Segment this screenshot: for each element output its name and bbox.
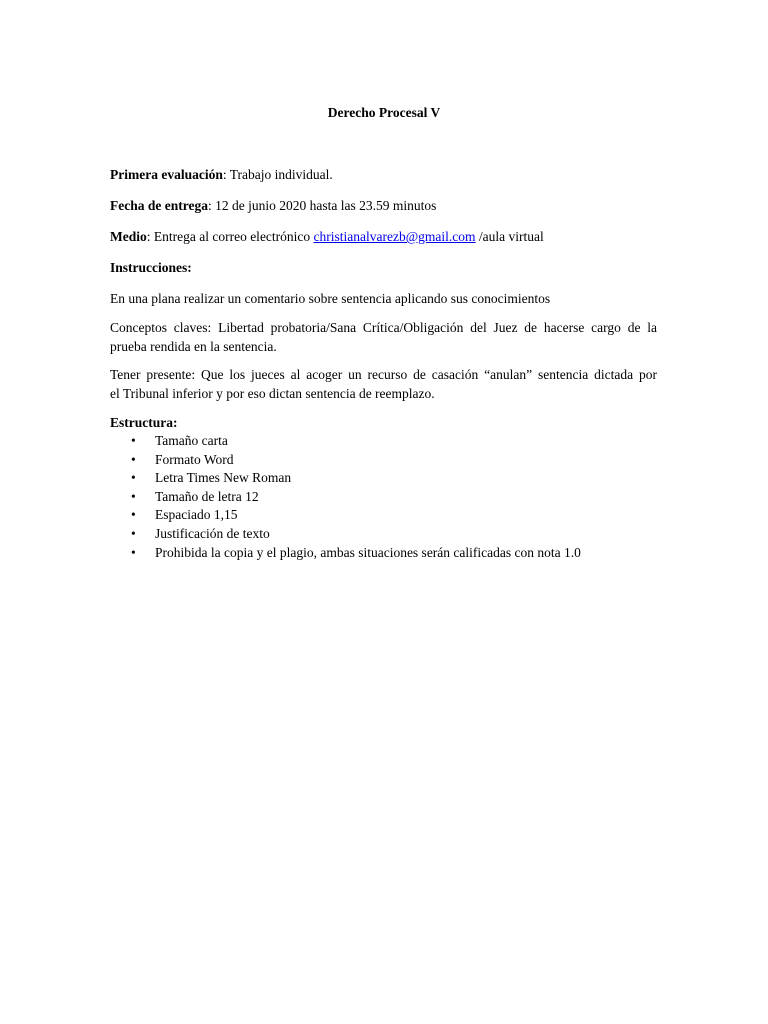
medio-text: : Entrega al correo electrónico bbox=[146, 229, 314, 244]
bullet-icon: • bbox=[131, 488, 136, 504]
paragraph-tener-line-2: el Tribunal inferior y por eso dictan sentencia de reemplazo. bbox=[110, 386, 435, 401]
list-item: • Tamaño carta bbox=[110, 432, 581, 451]
paragraph-conceptos bbox=[110, 318, 657, 356]
bullet-icon: • bbox=[131, 525, 136, 541]
email-link[interactable]: christianalvarezb@gmail.com bbox=[313, 229, 476, 244]
document-title: Derecho Procesal V bbox=[327, 105, 441, 120]
bullet-icon: • bbox=[131, 433, 136, 448]
paragraph-conceptos-line-1: Conceptos claves: Libertad probatoria/Sana Crítica/Obligación del Juez de hacerse cargo de la bbox=[110, 320, 657, 335]
list-item: • Prohibida la copia y el plagio, ambas situaciones serán calificadas con nota 1.0 bbox=[110, 544, 581, 563]
list-item: • Formato Word bbox=[110, 451, 581, 470]
estructura-heading: Estructura: bbox=[110, 415, 178, 430]
list-item: • Tamaño de letra 12 bbox=[110, 488, 581, 507]
fecha-entrega-label: Fecha de entrega bbox=[110, 198, 208, 213]
list-item: • Letra Times New Roman bbox=[110, 469, 581, 488]
instrucciones-heading: Instrucciones: bbox=[110, 260, 192, 275]
medio-line bbox=[110, 228, 544, 246]
paragraph-tener-presente bbox=[110, 365, 657, 403]
bullet-icon: • bbox=[131, 507, 136, 523]
paragraph-plana: En una plana realizar un comentario sobre sentencia aplicando sus conocimientos bbox=[110, 291, 551, 306]
estructura-list bbox=[110, 432, 581, 562]
primera-evaluacion-value: : Trabajo individual. bbox=[222, 167, 333, 182]
medio-label: Medio bbox=[110, 229, 147, 244]
primera-evaluacion-line bbox=[110, 166, 333, 184]
bullet-icon: • bbox=[131, 451, 136, 467]
primera-evaluacion-label: Primera evaluación bbox=[110, 167, 223, 182]
medio-after: /aula virtual bbox=[475, 229, 544, 244]
bullet-icon: • bbox=[131, 470, 136, 486]
fecha-entrega-line bbox=[110, 197, 436, 215]
bullet-icon: • bbox=[131, 544, 136, 560]
paragraph-tener-line-1: Tener presente: Que los jueces al acoger un recurso de casación “anulan” sentencia dictada por bbox=[110, 367, 657, 382]
list-item: • Justificación de texto bbox=[110, 525, 581, 544]
fecha-entrega-value: : 12 de junio 2020 hasta las 23.59 minutos bbox=[207, 198, 437, 213]
paragraph-conceptos-line-2: prueba rendida en la sentencia. bbox=[110, 339, 277, 354]
list-item: • Espaciado 1,15 bbox=[110, 506, 581, 525]
